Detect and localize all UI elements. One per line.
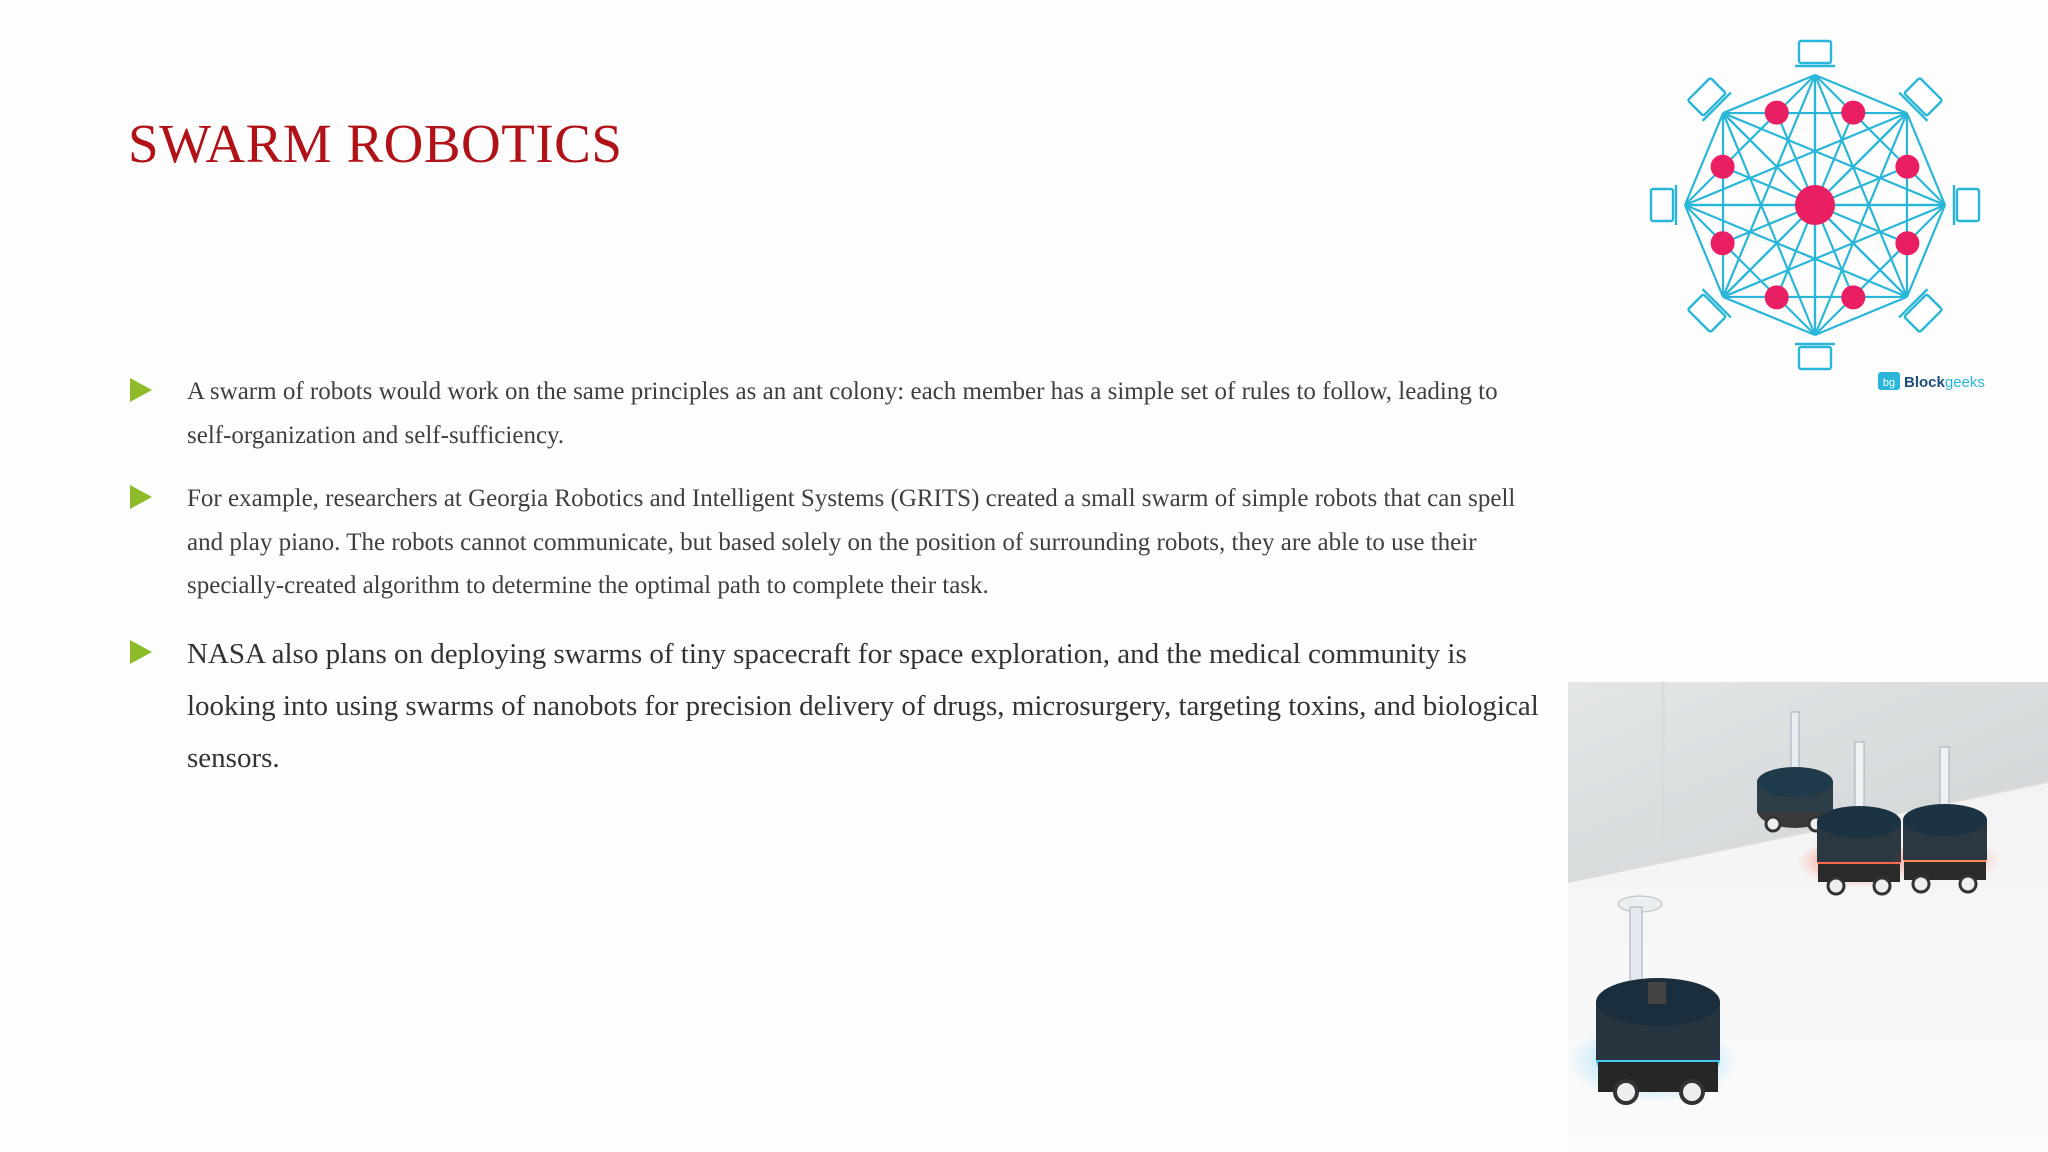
svg-text:bg: bg: [1882, 377, 1896, 389]
blockgeeks-logo: [1878, 372, 1985, 391]
bullet-text: For example, researchers at Georgia Robotics and Intelligent Systems (GRITS) created a small swarm of simple robots that can spell and play piano. The robots cannot communicate, but based solely on the position of surrounding robots, they are able to use their specially-created algorithm to determine the optimal path to complete their task.: [187, 485, 1516, 599]
network-node: [1841, 285, 1865, 309]
network-node: [1895, 231, 1919, 255]
computer-icon: [1795, 344, 1835, 369]
network-node: [1895, 155, 1919, 179]
bullet-item: [130, 370, 1540, 457]
bullet-list: [130, 370, 1540, 804]
slide-title: SWARM ROBOTICS: [128, 113, 623, 174]
bullet-item: [130, 477, 1540, 608]
network-node: [1711, 231, 1735, 255]
computer-icon: [1651, 185, 1676, 225]
bullet-text: A swarm of robots would work on the same principles as an ant colony: each member has a simple set of rules to follow, leading to self-organization and self-sufficiency.: [187, 378, 1498, 449]
computer-icon: [1795, 41, 1835, 66]
network-node: [1841, 101, 1865, 125]
network-node: [1765, 101, 1789, 125]
network-node: [1765, 285, 1789, 309]
network-hub: [1795, 185, 1835, 225]
network-node: [1711, 155, 1735, 179]
bullet-arrow-icon: [130, 378, 152, 402]
svg-text:Blockgeeks: Blockgeeks: [1904, 374, 1985, 391]
bullet-item: [130, 628, 1540, 784]
network-diagram-image: [1630, 20, 2000, 400]
robots-photo: [1568, 682, 2048, 1152]
bullet-arrow-icon: [130, 485, 152, 509]
bullet-arrow-icon: [130, 640, 152, 664]
bullet-text: NASA also plans on deploying swarms of tiny spacecraft for space exploration, and the medical community is looking into using swarms of nanobots for precision delivery of drugs, microsurgery, targeting toxins, and biological sensors.: [187, 637, 1539, 774]
computer-icon: [1954, 185, 1979, 225]
